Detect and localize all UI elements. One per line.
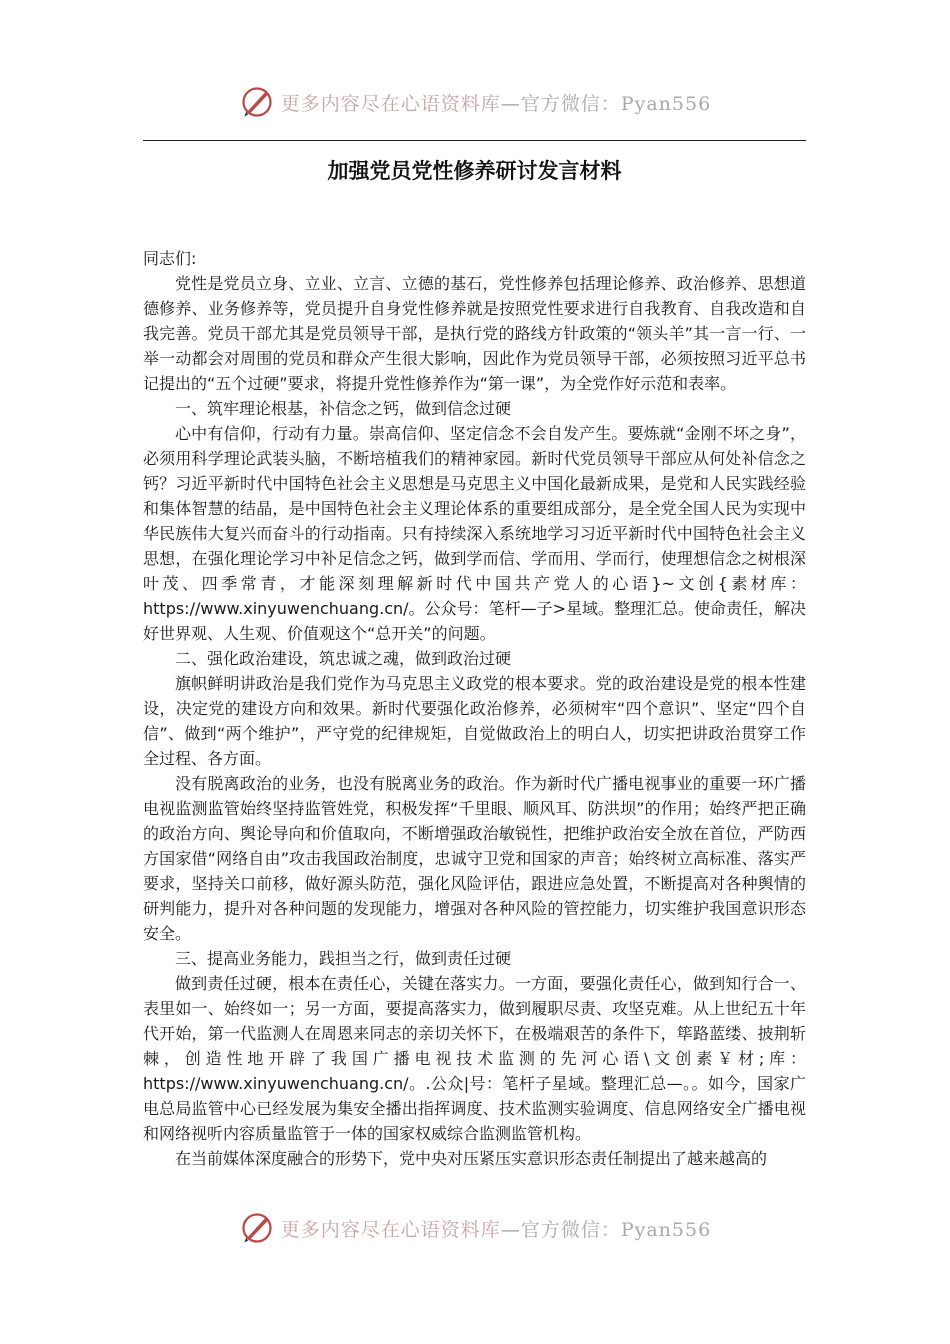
watermark-separator: — bbox=[500, 92, 521, 115]
section-heading-1: 一、筑牢理论根基，补信念之钙，做到信念过硬 bbox=[175, 399, 512, 418]
quill-pen-logo-icon bbox=[239, 1210, 275, 1246]
watermark-wechat-label: 官方微信： bbox=[520, 92, 621, 115]
paragraph-intro: 党性是党员立身、立业、立言、立德的基石，党性修养包括理论修养、政治修养、思想道德修养、业务修养等，党员提升自身党性修养就是按照党性要求进行自我教育、自我改造和自我完善。党员干部尤其是党员领导干部，是执行党的路线方针政策的“领头羊”其一言一行、一举一动都会对周围的党员和群众产生很大影响，因此作为党员领导干部，必须按照习近平总书记提出的“五个过硬”要求，将提升党性修养作为“第一课”，为全党作好示范和表率。 bbox=[143, 274, 806, 393]
paragraph-section-3a: 做到责任过硬，根本在责任心，关键在落实力。一方面，要强化责任心，做到知行合一、表里如一、始终如一；另一方面，要提高落实力，做到履职尽责、攻坚克难。从上世纪五十年代开始，第一代监测人在周恩来同志的亲切关怀下，在极端艰苦的条件下，筚路蓝缕、披荆斩棘，创造性地开辟了我国广播电视技术监测的先河心语\文创素￥材;库：https://www.xinyuwenchuang.cn/。.公众|号：笔杆子星域。整理汇总—。。如今，国家广电总局监管中心已经发展为集安全播出指挥调度、技术监测实验调度、信息网络安全广播电视和网络视听内容质量监管于一体的国家权威综合监测监管机构。 bbox=[143, 974, 806, 1143]
watermark-header bbox=[0, 82, 950, 122]
paragraph-section-3b: 在当前媒体深度融合的形势下，党中央对压紧压实意识形态责任制提出了越来越高的 bbox=[175, 1149, 768, 1168]
quill-pen-logo-icon bbox=[239, 84, 275, 120]
paragraph-section-1: 心中有信仰，行动有力量。崇高信仰、坚定信念不会自发产生。要炼就“金刚不坏之身”，必须用科学理论武装头脑，不断培植我们的精神家园。新时代党员领导干部应从何处补信念之钙？习近平新时代中国特色社会主义思想是马克思主义中国化最新成果，是党和人民实践经验和集体智慧的结晶，是中国特色社会主义理论体系的重要组成部分，是全党全国人民为实现中华民族伟大复兴而奋斗的行动指南。只有持续深入系统地学习习近平新时代中国特色社会主义思想，在强化理论学习中补足信念之钙，做到学而信、学而用、学而行，使理想信念之树根深叶茂、四季常青，才能深刻理解新时代中国共产党人的心语}~文创{素材库：https://www.xinyuwenchuang.cn/。公众号：笔杆—子>星域。整理汇总。使命责任，解决好世界观、人生观、价值观这个“总开关”的问题。 bbox=[143, 424, 806, 643]
watermark-separator: — bbox=[500, 1218, 521, 1241]
section-heading-2: 二、强化政治建设，筑忠诚之魂，做到政治过硬 bbox=[175, 649, 512, 668]
document-title: 加强党员党性修养研讨发言材料 bbox=[327, 159, 622, 183]
watermark-wechat-label: 官方微信： bbox=[520, 1218, 621, 1241]
watermark-brand-name: 更多内容尽在心语资料库 bbox=[280, 1218, 501, 1241]
watermark-footer bbox=[0, 1208, 950, 1248]
paragraph-section-2b: 没有脱离政治的业务，也没有脱离业务的政治。作为新时代广播电视事业的重要一环广播电视监测监管始终坚持监管姓党，积极发挥“千里眼、顺风耳、防洪坝”的作用；始终严把正确的政治方向、舆论导向和价值取向，不断增强政治敏锐性，把维护政治安全放在首位，严防西方国家借“网络自由”攻击我国政治制度，忠诚守卫党和国家的声音；始终树立高标准、落实严要求，坚持关口前移，做好源头防范，强化风险评估，跟进应急处置，不断提高对各种舆情的研判能力，提升对各种问题的发现能力，增强对各种风险的管控能力，切实维护我国意识形态安全。 bbox=[143, 774, 806, 943]
watermark-wechat-id: Pyan556 bbox=[620, 1218, 712, 1241]
watermark-text bbox=[281, 1215, 711, 1242]
paragraph-section-2a: 旗帜鲜明讲政治是我们党作为马克思主义政党的根本要求。党的政治建设是党的根本性建设，决定党的建设方向和效果。新时代要强化政治修养，必须树牢“四个意识”、坚定“四个自信”、做到“两个维护”，严守党的纪律规矩，自觉做政治上的明白人，切实把讲政治贯穿工作全过程、各方面。 bbox=[143, 674, 806, 768]
document-body bbox=[143, 246, 806, 1171]
header-divider bbox=[143, 140, 806, 141]
salutation: 同志们: bbox=[143, 249, 197, 268]
watermark-wechat-id: Pyan556 bbox=[620, 92, 712, 115]
section-heading-3: 三、提高业务能力，践担当之行，做到责任过硬 bbox=[175, 949, 512, 968]
watermark-brand-name: 更多内容尽在心语资料库 bbox=[280, 92, 501, 115]
watermark-text bbox=[281, 89, 711, 116]
